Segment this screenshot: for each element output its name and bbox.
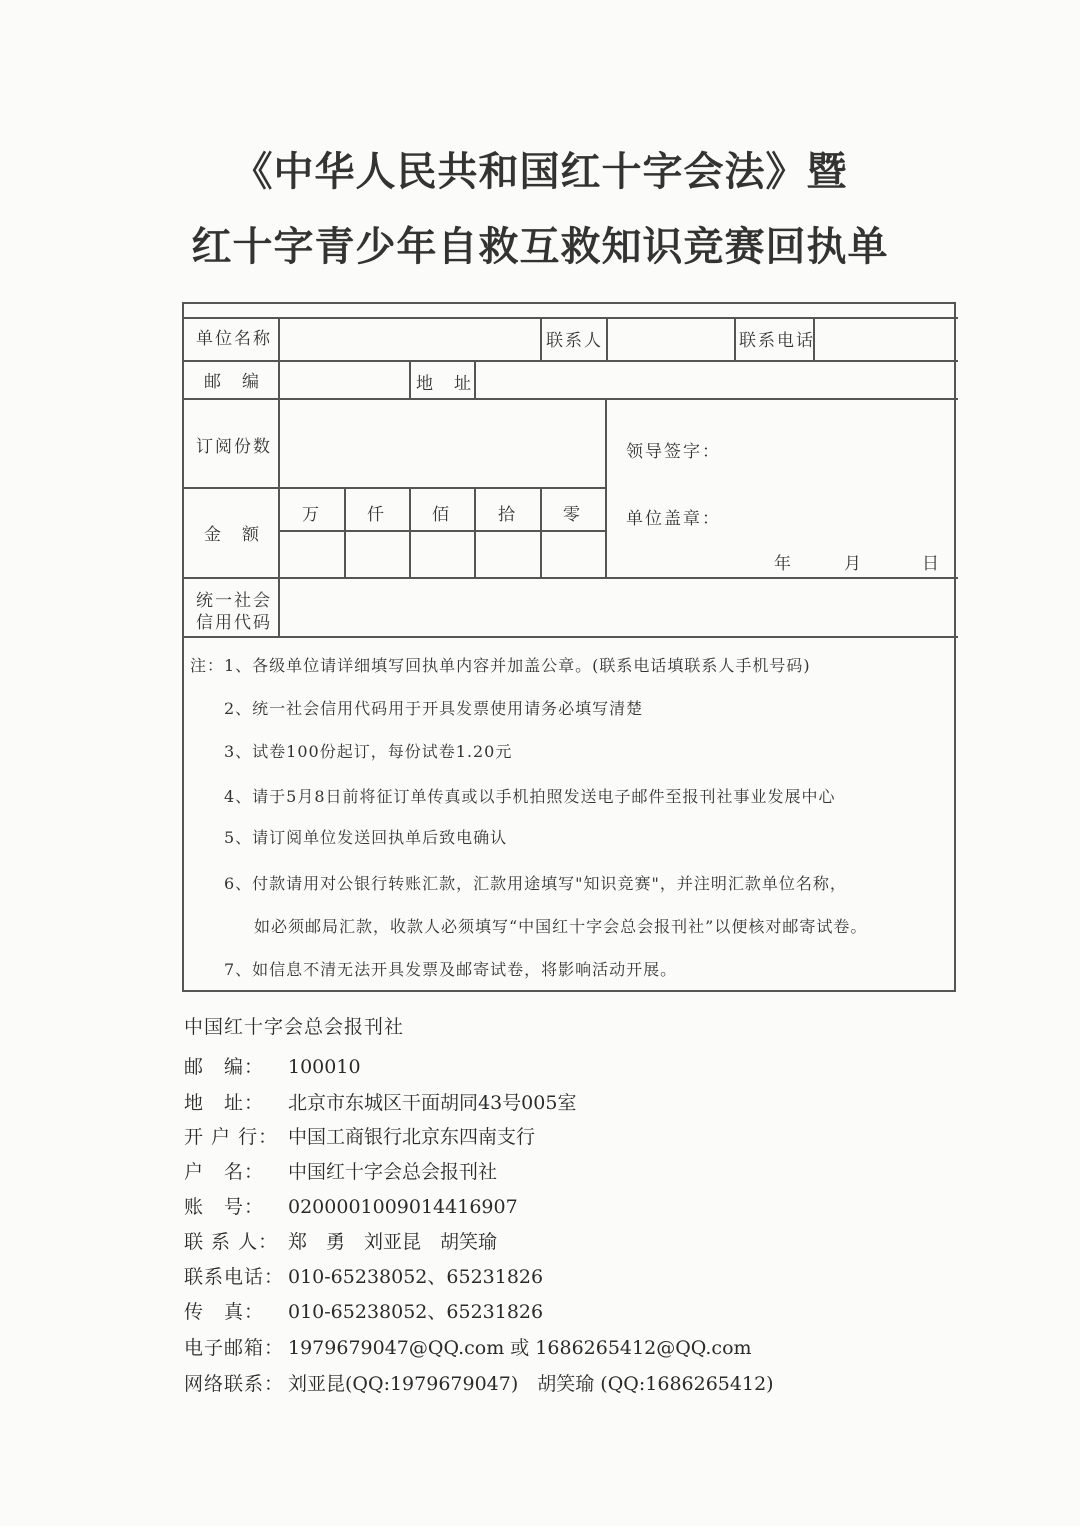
note-3: 3、试卷100份起订，每份试卷1.20元: [224, 742, 513, 761]
info-row-online-contact: [184, 1369, 774, 1396]
info-label: 邮 编：: [184, 1056, 265, 1078]
note-4: 4、请于5月8日前将征订单传真或以手机拍照发送电子邮件至报刊社事业发展中心: [224, 787, 836, 806]
receipt-form-table: [182, 302, 956, 992]
organization-name: 中国红十字会总会报刊社: [184, 1016, 405, 1038]
info-label: 联 系 人：: [184, 1231, 279, 1253]
document-title-line1: 《中华人民共和国红十字会法》暨: [232, 148, 848, 195]
note-6: 6、付款请用对公银行转账汇款，汇款用途填写"知识竞赛"，并注明汇款单位名称，: [224, 874, 847, 893]
unit-name-label: 单位名称: [196, 329, 272, 349]
note-2: 2、统一社会信用代码用于开具发票使用请务必填写清楚: [224, 699, 644, 718]
info-label: 户 名：: [184, 1161, 265, 1183]
unit-seal-label: 单位盖章：: [626, 509, 721, 529]
note-5: 5、请订阅单位发送回执单后致电确认: [224, 828, 508, 847]
date-day-label: 日: [922, 554, 941, 574]
info-value: 中国红十字会总会报刊社: [288, 1161, 498, 1183]
info-value: 1979679047@QQ.com 或 1686265412@QQ.com: [288, 1337, 752, 1359]
info-row-account-number: [184, 1192, 518, 1219]
info-value: 0200001009014416907: [288, 1196, 518, 1218]
note-7: 7、如信息不清无法开具发票及邮寄试卷，将影响活动开展。: [224, 960, 678, 979]
contact-person-label: 联系人: [546, 331, 603, 351]
info-label: 账 号：: [184, 1196, 265, 1218]
info-label: 联系电话：: [184, 1266, 285, 1288]
info-row-postcode: [184, 1052, 361, 1079]
info-label: 地 址：: [184, 1092, 265, 1114]
postcode-label: 邮 编: [204, 372, 261, 392]
digit-qian: 仟: [367, 505, 386, 525]
info-row-contact: [184, 1227, 497, 1254]
info-value: 郑 勇 刘亚昆 胡笑瑜: [288, 1231, 498, 1253]
info-label: 电子邮箱：: [184, 1337, 285, 1359]
info-value: 010-65238052、65231826: [288, 1301, 544, 1323]
info-label: 开 户 行：: [184, 1126, 279, 1148]
info-value: 中国工商银行北京东四南支行: [288, 1126, 536, 1148]
address-label: 地 址: [416, 374, 473, 394]
info-row-address: [184, 1088, 576, 1115]
info-row-fax: [184, 1297, 543, 1324]
date-month-label: 月: [844, 554, 863, 574]
info-row-bank: [184, 1122, 535, 1149]
note-6-continued: 如必须邮局汇款，收款人必须填写“中国红十字会总会报刊社”以便核对邮寄试卷。: [254, 917, 868, 936]
contact-phone-label: 联系电话: [739, 331, 815, 351]
digit-shi: 拾: [498, 505, 517, 525]
info-value: 100010: [288, 1056, 361, 1078]
info-value: 刘亚昆(QQ:1979679047) 胡笑瑜 (QQ:1686265412): [288, 1373, 774, 1395]
credit-code-label-line1: 统一社会: [196, 591, 272, 611]
info-value: 010-65238052、65231826: [288, 1266, 544, 1288]
info-label: 网络联系：: [184, 1373, 285, 1395]
info-value: 北京市东城区干面胡同43号005室: [288, 1092, 577, 1114]
info-row-email: [184, 1333, 752, 1360]
info-label: 传 真：: [184, 1301, 265, 1323]
leader-sign-label: 领导签字：: [626, 442, 721, 462]
digit-ling: 零: [563, 505, 582, 525]
document-title-line2: 红十字青少年自救互救知识竞赛回执单: [191, 223, 889, 270]
info-row-phone: [184, 1262, 543, 1289]
digit-wan: 万: [302, 505, 321, 525]
note-1: 注：1、各级单位请详细填写回执单内容并加盖公章。(联系电话填联系人手机号码): [190, 656, 811, 675]
date-year-label: 年: [774, 554, 793, 574]
info-row-account-name: [184, 1157, 497, 1184]
credit-code-label-line2: 信用代码: [196, 613, 272, 633]
amount-label: 金 额: [204, 525, 261, 545]
copies-label: 订阅份数: [196, 437, 272, 457]
digit-bai: 佰: [432, 505, 451, 525]
